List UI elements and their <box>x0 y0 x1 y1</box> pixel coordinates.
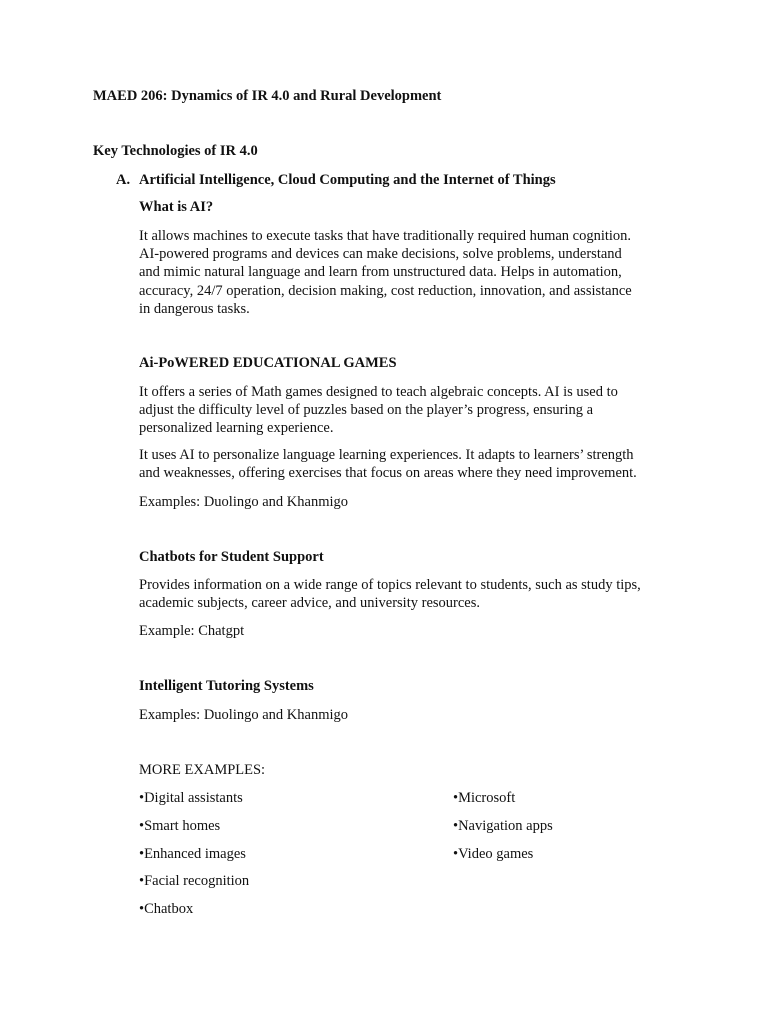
tutoring-heading: Intelligent Tutoring Systems <box>139 678 314 694</box>
list-item: •Video games <box>453 846 534 862</box>
games-paragraph-2 <box>139 446 684 482</box>
section-heading: Key Technologies of IR 4.0 <box>93 143 258 159</box>
games-examples: Examples: Duolingo and Khanmigo <box>139 494 349 510</box>
what-is-ai-paragraph <box>139 227 684 318</box>
chatbots-paragraph <box>139 576 684 612</box>
list-item: •Digital assistants <box>139 790 243 806</box>
paragraph-line: and mimic natural language and learn from unstructured data. Helps in automation, <box>139 264 622 281</box>
more-examples-heading: MORE EXAMPLES: <box>139 762 266 778</box>
tutoring-examples: Examples: Duolingo and Khanmigo <box>139 707 349 723</box>
paragraph-line: It allows machines to execute tasks that have traditionally required human cognition. <box>139 228 632 244</box>
games-heading: Ai-PoWERED EDUCATIONAL GAMES <box>139 355 397 371</box>
paragraph-line: Provides information on a wide range of topics relevant to students, such as study tips, <box>139 577 641 593</box>
list-item: •Smart homes <box>139 818 221 834</box>
paragraph-line: in dangerous tasks. <box>139 300 250 317</box>
list-item: •Chatbox <box>139 901 194 917</box>
subsection-marker: A. <box>116 172 131 188</box>
paragraph-line: AI-powered programs and devices can make decisions, solve problems, understand <box>139 246 622 263</box>
paragraph-line: adjust the difficulty level of puzzles based on the player’s progress, ensuring a <box>139 402 594 419</box>
list-item: •Microsoft <box>453 790 516 806</box>
paragraph-line: It offers a series of Math games designed to teach algebraic concepts. AI is used to <box>139 384 618 400</box>
what-is-ai-heading: What is AI? <box>139 199 214 215</box>
subsection-title: Artificial Intelligence, Cloud Computing and the Internet of Things <box>139 172 556 188</box>
paragraph-line: accuracy, 24/7 operation, decision making, cost reduction, innovation, and assistance <box>139 282 632 299</box>
list-item: •Enhanced images <box>139 846 246 862</box>
list-item: •Navigation apps <box>453 818 553 834</box>
course-title: MAED 206: Dynamics of IR 4.0 and Rural Development <box>93 88 442 104</box>
paragraph-line: personalized learning experience. <box>139 420 334 437</box>
paragraph-line: academic subjects, career advice, and university resources. <box>139 595 480 612</box>
games-paragraph-1 <box>139 383 684 438</box>
chatbots-example: Example: Chatgpt <box>139 623 245 639</box>
list-item: •Facial recognition <box>139 873 250 889</box>
paragraph-line: and weaknesses, offering exercises that focus on areas where they need improvement. <box>139 465 637 482</box>
chatbots-heading: Chatbots for Student Support <box>139 549 324 565</box>
paragraph-line: It uses AI to personalize language learning experiences. It adapts to learners’ strength <box>139 447 634 463</box>
